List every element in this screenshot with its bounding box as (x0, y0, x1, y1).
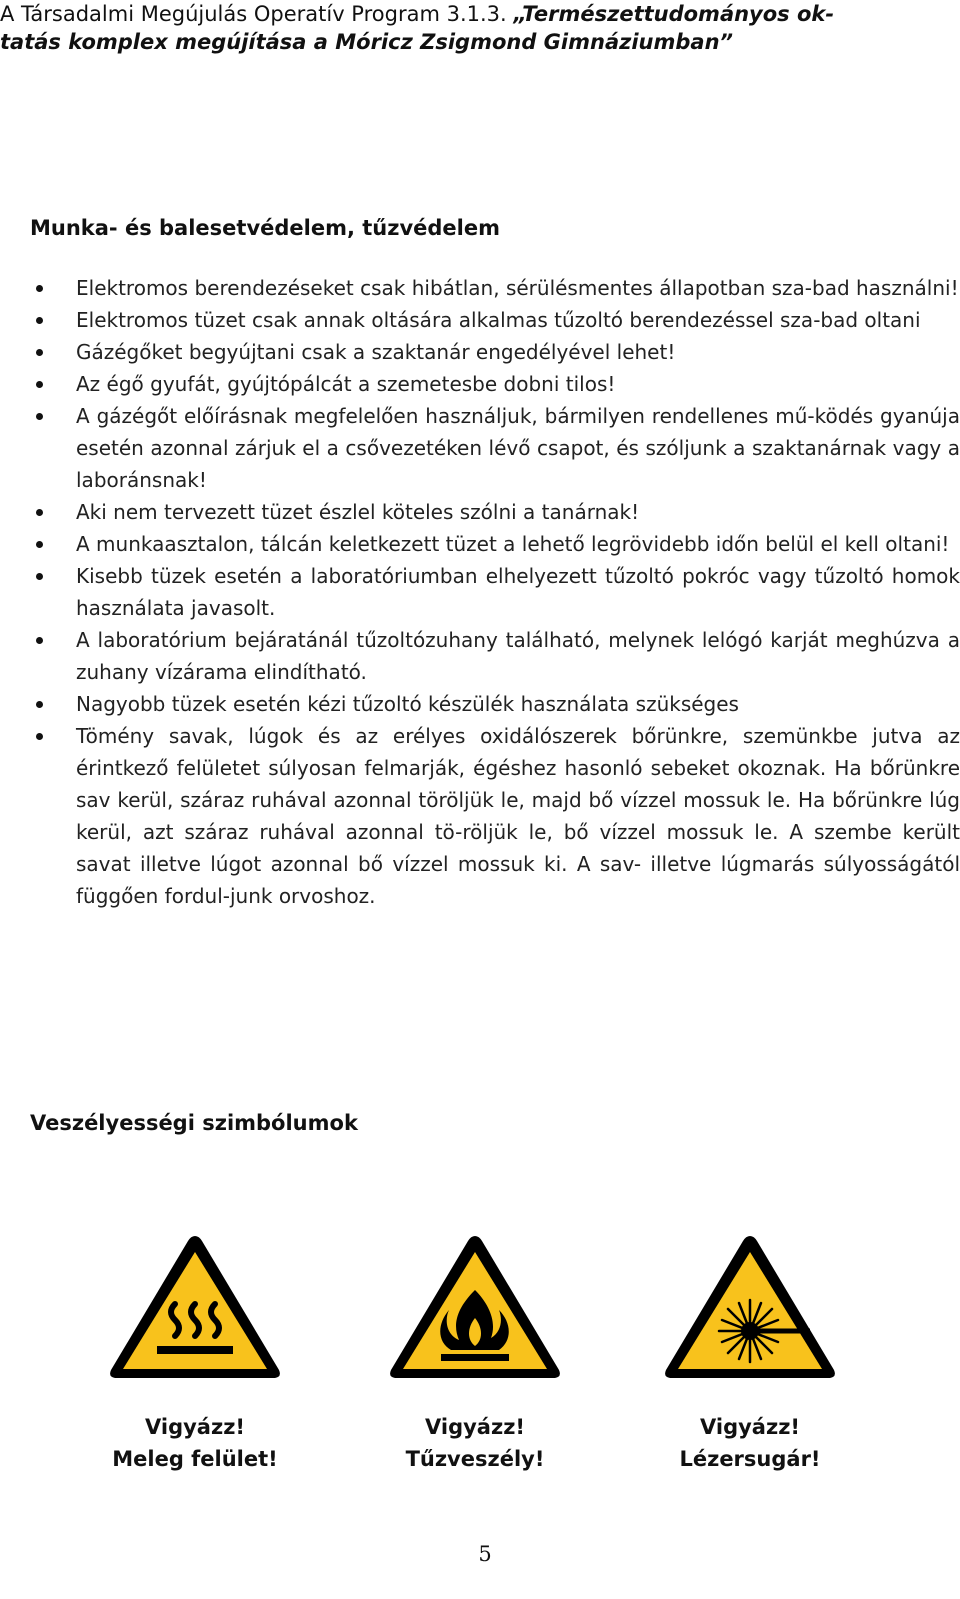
list-item: Elektromos tüzet csak annak oltására alkalmas tűzoltó berendezéssel sza-bad oltani (30, 304, 960, 336)
list-item: Tömény savak, lúgok és az erélyes oxidálószerek bőrünkre, szemünkbe jutva az érintkező felületet súlyosan felmarják, égéshez hasonló sebeket okoznak. Ha bőrünkre sav kerül, száraz ruhával azonnal töröljük le, majd bő vízzel mossuk le. Ha bőrünkre lúg kerül, azt száraz ruhával azonnal tö-röljük le, bő vízzel mossuk le. A szembe került savat illetve lúgot azonnal bő vízzel mossuk ki. A sav- illetve lúgmarás súlyosságától függően fordul-junk orvoshoz. (30, 720, 960, 912)
list-item: Gázégőket begyújtani csak a szaktanár engedélyével lehet! (30, 336, 960, 368)
section-title-safety: Munka- és balesetvédelem, tűzvédelem (30, 216, 500, 240)
header-line-1 (0, 0, 940, 28)
list-item: Nagyobb tüzek esetén kézi tűzoltó készülék használata szükséges (30, 688, 960, 720)
list-item: Elektromos berendezéseket csak hibátlan, sérülésmentes állapotban sza-bad használni! (30, 272, 960, 304)
bullet-icon (36, 349, 43, 356)
header-project-title-part1: „Természettudományos ok- (513, 2, 835, 26)
bullet-icon (36, 541, 43, 548)
document-header (0, 0, 940, 56)
sign-laser (620, 1230, 880, 1475)
sign-hot-surface (65, 1230, 325, 1475)
list-item: A munkaasztalon, tálcán keletkezett tüzet a lehető legrövidebb időn belül el kell oltani! (30, 528, 960, 560)
list-item: Aki nem tervezett tüzet észlel köteles szólni a tanárnak! (30, 496, 960, 528)
laser-icon (660, 1230, 840, 1385)
sign-caption-flammable: Vigyázz! Tűzveszély! (405, 1415, 545, 1471)
sign-caption-laser: Vigyázz! Lézersugár! (679, 1415, 821, 1471)
bullet-icon (36, 733, 43, 740)
flame-icon (385, 1230, 565, 1385)
page-number: 5 (478, 1542, 492, 1566)
section-title-symbols: Veszélyességi szimbólumok (30, 1111, 358, 1135)
list-item: A laboratórium bejáratánál tűzoltózuhany található, melynek lelógó karját meghúzva a zuhany vízárama elindítható. (30, 624, 960, 688)
bullet-icon (36, 285, 43, 292)
header-project-title-part2: tatás komplex megújítása a Móricz Zsigmond Gimnáziumban” (0, 30, 734, 54)
bullet-icon (36, 637, 43, 644)
hot-surface-icon (105, 1230, 285, 1385)
bullet-icon (36, 573, 43, 580)
list-item: A gázégőt előírásnak megfelelően használjuk, bármilyen rendellenes mű-ködés gyanúja esetén azonnal zárjuk el a csővezetéken lévő csapot, és szóljunk a szaktanárnak vagy a laboránsnak! (30, 400, 960, 496)
sign-flammable (345, 1230, 605, 1475)
bullet-icon (36, 317, 43, 324)
sign-caption-hot-surface: Vigyázz! Meleg felület! (112, 1415, 278, 1471)
bullet-icon (36, 509, 43, 516)
safety-rules-list (30, 272, 960, 912)
bullet-icon (36, 381, 43, 388)
bullet-icon (36, 413, 43, 420)
list-item: Az égő gyufát, gyújtópálcát a szemetesbe dobni tilos! (30, 368, 960, 400)
hazard-signs-row (0, 1230, 960, 1470)
list-item: Kisebb tüzek esetén a laboratóriumban elhelyezett tűzoltó pokróc vagy tűzoltó homok használata javasolt. (30, 560, 960, 624)
bullet-icon (36, 701, 43, 708)
header-program-text: A Társadalmi Megújulás Operatív Program 3.1.3. (0, 2, 514, 26)
